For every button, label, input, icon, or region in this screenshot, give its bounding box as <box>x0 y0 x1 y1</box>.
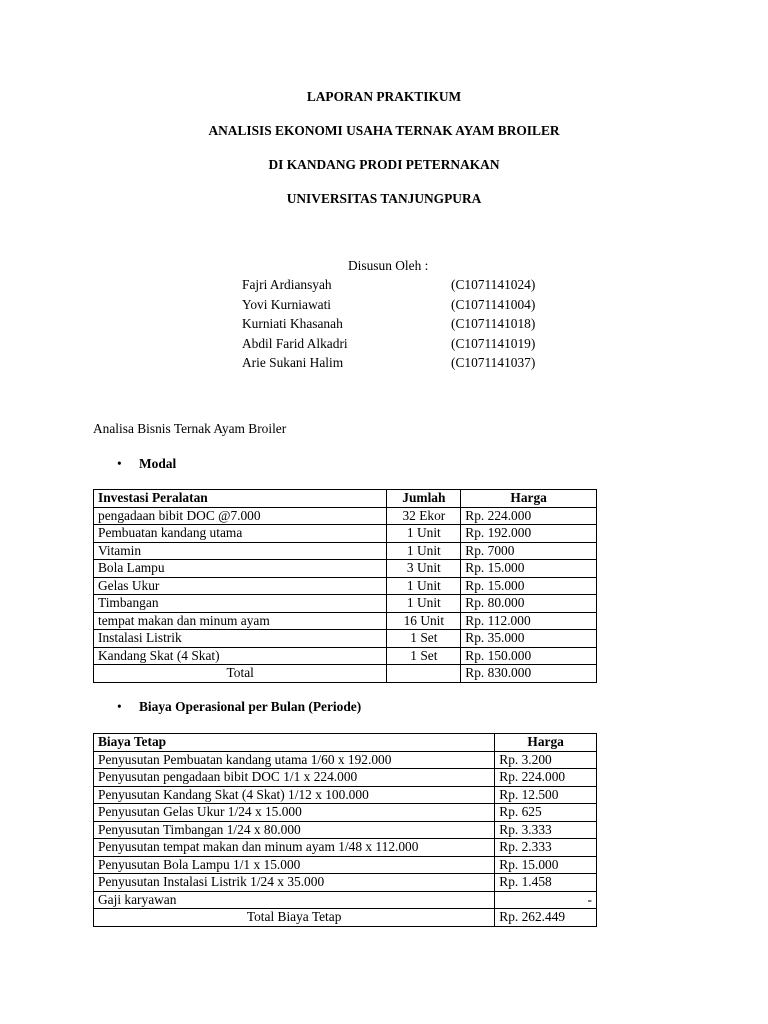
cost-price: Rp. 12.500 <box>495 786 597 804</box>
item-price: Rp. 15.000 <box>461 577 597 595</box>
item-price: Rp. 7000 <box>461 542 597 560</box>
cost-price: Rp. 2.333 <box>495 839 597 857</box>
modal-header-row <box>94 490 597 508</box>
author-name: Abdil Farid Alkadri <box>242 335 348 351</box>
author-id: (C1071141018) <box>451 316 536 331</box>
col-header-biaya-tetap: Biaya Tetap <box>94 734 495 752</box>
col-header-investasi: Investasi Peralatan <box>94 490 387 508</box>
bullet-icon: • <box>117 699 122 714</box>
item-name: pengadaan bibit DOC @7.000 <box>94 507 387 525</box>
biaya-tetap-table <box>93 733 597 927</box>
item-price: Rp. 192.000 <box>461 525 597 543</box>
cost-description: Penyusutan pengadaan bibit DOC 1/1 x 224.000 <box>94 769 495 787</box>
table-row <box>94 560 597 578</box>
gaji-value: - <box>495 891 597 909</box>
cost-description: Penyusutan Gelas Ukur 1/24 x 15.000 <box>94 804 495 822</box>
author-id: (C1071141024) <box>451 277 536 292</box>
item-price: Rp. 80.000 <box>461 595 597 613</box>
cost-price: Rp. 1.458 <box>495 874 597 892</box>
col-header-jumlah: Jumlah <box>387 490 461 508</box>
table-row <box>94 804 597 822</box>
item-name: Vitamin <box>94 542 387 560</box>
author-id: (C1071141004) <box>451 296 536 312</box>
total-biaya-label: Total Biaya Tetap <box>94 909 495 927</box>
report-location: DI KANDANG PRODI PETERNAKAN <box>268 157 500 172</box>
item-quantity: 1 Unit <box>387 542 461 560</box>
table-row <box>94 595 597 613</box>
modal-table <box>93 489 597 683</box>
table-row <box>94 769 597 787</box>
table-row <box>94 630 597 648</box>
item-name: Instalasi Listrik <box>94 630 387 648</box>
table-row <box>94 856 597 874</box>
cost-price: Rp. 3.333 <box>495 821 597 839</box>
modal-heading <box>117 457 176 470</box>
item-name: Pembuatan kandang utama <box>94 525 387 543</box>
intro-text: Analisa Bisnis Ternak Ayam Broiler <box>93 421 287 436</box>
item-price: Rp. 35.000 <box>461 630 597 648</box>
cost-description: Penyusutan Instalasi Listrik 1/24 x 35.000 <box>94 874 495 892</box>
bullet-icon: • <box>117 456 122 471</box>
author-name: Kurniati Khasanah <box>242 316 343 331</box>
modal-total-row <box>94 665 597 683</box>
col-header-harga: Harga <box>461 490 597 508</box>
item-price: Rp. 15.000 <box>461 560 597 578</box>
item-name: tempat makan dan minum ayam <box>94 612 387 630</box>
item-quantity: 3 Unit <box>387 560 461 578</box>
report-subtitle: ANALISIS EKONOMI USAHA TERNAK AYAM BROILER <box>208 123 560 138</box>
item-price: Rp. 112.000 <box>461 612 597 630</box>
item-quantity: 16 Unit <box>387 612 461 630</box>
item-name: Gelas Ukur <box>94 577 387 595</box>
cost-description: Penyusutan Kandang Skat (4 Skat) 1/12 x 100.000 <box>94 786 495 804</box>
table-row <box>94 525 597 543</box>
table-row <box>94 542 597 560</box>
operasional-title: Biaya Operasional per Bulan (Periode) <box>139 699 362 714</box>
table-row <box>94 647 597 665</box>
col-header-harga: Harga <box>495 734 597 752</box>
biaya-header-row <box>94 734 597 752</box>
total-label: Total <box>94 665 387 683</box>
table-row <box>94 612 597 630</box>
author-name: Fajri Ardiansyah <box>242 277 332 292</box>
gaji-row <box>94 891 597 909</box>
table-row <box>94 839 597 857</box>
item-quantity: 1 Unit <box>387 577 461 595</box>
table-row <box>94 751 597 769</box>
author-name: Yovi Kurniawati <box>242 296 332 312</box>
biaya-total-row <box>94 909 597 927</box>
table-row <box>94 507 597 525</box>
gaji-label: Gaji karyawan <box>94 891 495 909</box>
item-quantity: 1 Unit <box>387 595 461 613</box>
operasional-heading <box>117 700 361 713</box>
cost-description: Penyusutan Timbangan 1/24 x 80.000 <box>94 821 495 839</box>
cost-price: Rp. 224.000 <box>495 769 597 787</box>
report-university: UNIVERSITAS TANJUNGPURA <box>286 191 482 206</box>
author-id: (C1071141037) <box>451 355 536 370</box>
table-row <box>94 577 597 595</box>
table-row <box>94 821 597 839</box>
total-empty-cell <box>387 665 461 683</box>
item-price: Rp. 150.000 <box>461 647 597 665</box>
cost-price: Rp. 15.000 <box>495 856 597 874</box>
total-biaya-value: Rp. 262.449 <box>495 909 597 927</box>
cost-price: Rp. 3.200 <box>495 751 597 769</box>
item-price: Rp. 224.000 <box>461 507 597 525</box>
item-quantity: 32 Ekor <box>387 507 461 525</box>
cost-description: Penyusutan Pembuatan kandang utama 1/60 x 192.000 <box>94 751 495 769</box>
cost-description: Penyusutan Bola Lampu 1/1 x 15.000 <box>94 856 495 874</box>
author-id: (C1071141019) <box>451 335 536 351</box>
table-row <box>94 786 597 804</box>
author-name: Arie Sukani Halim <box>242 355 344 370</box>
total-value: Rp. 830.000 <box>461 665 597 683</box>
item-name: Timbangan <box>94 595 387 613</box>
table-row <box>94 874 597 892</box>
item-name: Kandang Skat (4 Skat) <box>94 647 387 665</box>
item-quantity: 1 Set <box>387 630 461 648</box>
item-quantity: 1 Unit <box>387 525 461 543</box>
cost-price: Rp. 625 <box>495 804 597 822</box>
cost-description: Penyusutan tempat makan dan minum ayam 1/48 x 112.000 <box>94 839 495 857</box>
item-name: Bola Lampu <box>94 560 387 578</box>
report-title: LAPORAN PRAKTIKUM <box>306 89 462 104</box>
item-quantity: 1 Set <box>387 647 461 665</box>
authors-heading: Disusun Oleh : <box>348 258 429 273</box>
modal-title: Modal <box>139 456 177 471</box>
